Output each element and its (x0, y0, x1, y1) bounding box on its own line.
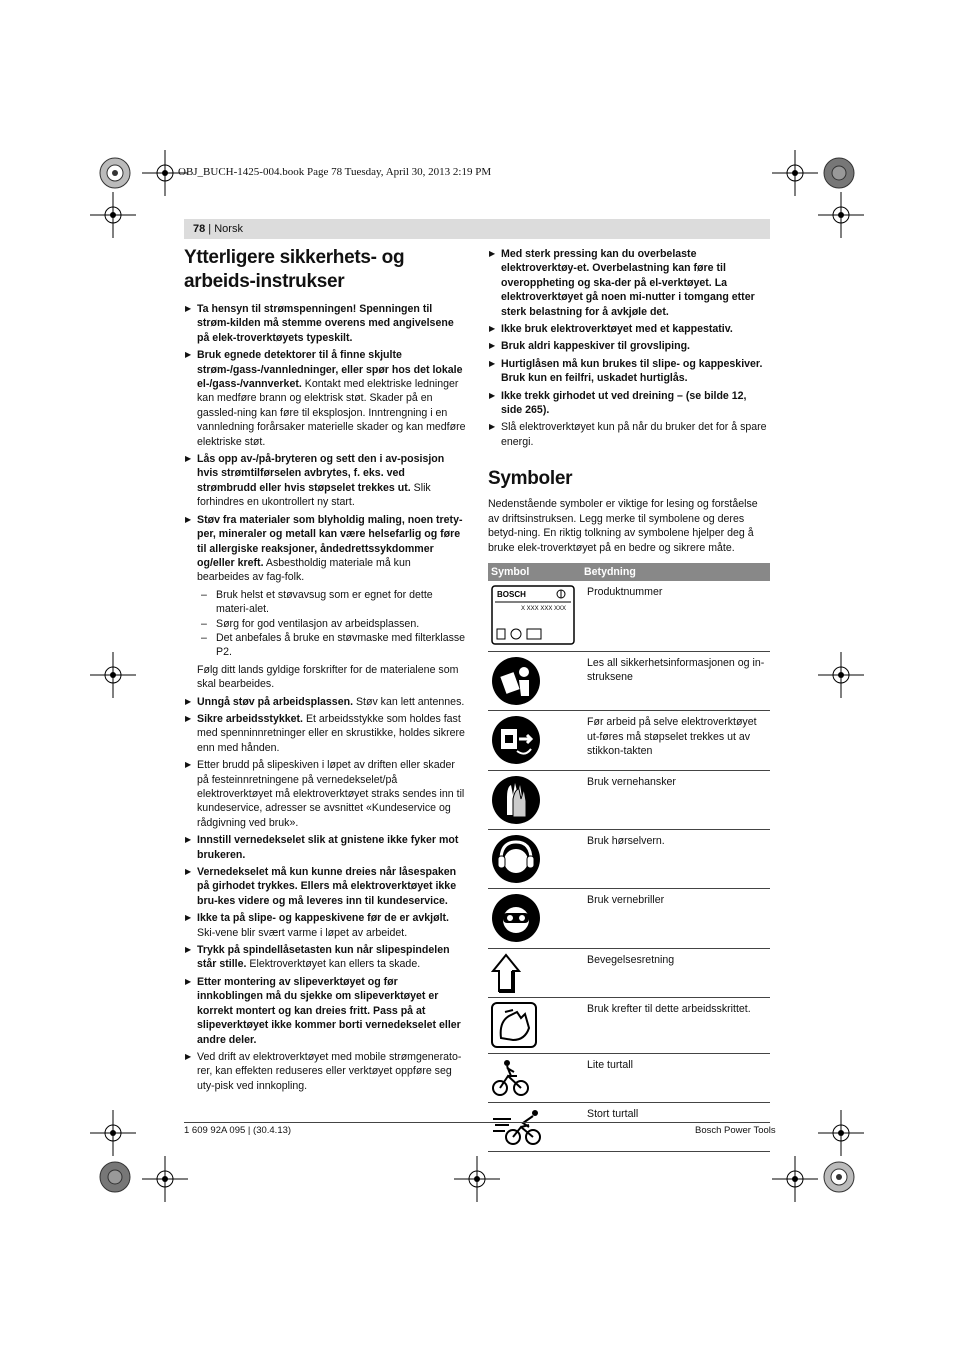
page-header: 78 | Norsk (193, 223, 243, 235)
bullet-item (488, 339, 770, 353)
registration-mark-icon (98, 156, 132, 190)
bullet-bold-text: Sikre arbeidsstykket. (197, 712, 303, 725)
nameplate-icon (491, 590, 575, 648)
bullet-bold-text: Med sterk pressing kan du overbelaste elektroverktøy-et. Overbelastning kan føre til overoppheting og ska-der på el-verktøyet. La elektroverktøyet gå noen mi-nutter i tomgang etter sterk belastning for å avkjøle det. (501, 248, 755, 318)
bullet-item (184, 348, 466, 449)
crosshair-icon (90, 1110, 136, 1156)
dash-item: – Bruk helst et støvavsug som er egnet for dette materi-alet. (184, 588, 466, 617)
table-row (488, 711, 770, 770)
symbols-intro: Nedenstående symboler er viktige for lesing og forståelse av driftsinstruksen. Legg merke til symbolene og deres betyd-ning. En riktig tolkning av symbolene hjelper deg å bruke elek-troverktøyet på en bedre og sikrere måte. (488, 498, 758, 554)
direction-arrow-icon (491, 984, 521, 996)
bullet-bold-text: Trykk på spindellåsetasten kun når slipespindelen står stille. (197, 944, 450, 971)
meaning-cell: Produktnummer (581, 581, 770, 651)
crosshair-icon (772, 150, 818, 196)
bullet-bold-text: Ikke bruk elektroverktøyet med et kappestativ. (501, 323, 733, 336)
bullet-text: Støv kan lett antennes. (353, 695, 465, 708)
bullet-item (184, 452, 466, 510)
bullet-text: Asbestholdig materiale må kun bearbeides av fag-folk. (197, 556, 411, 584)
read-manual-icon (491, 697, 541, 709)
bullet-bold-text: Unngå støv på arbeidsplassen. (197, 695, 354, 708)
symbol-cell (488, 998, 581, 1053)
right-column (488, 247, 770, 1152)
ear-protection-icon (491, 875, 541, 887)
footer-brand: Bosch Power Tools (695, 1125, 776, 1136)
bullet-item (488, 247, 770, 319)
table-row (488, 948, 770, 997)
force-icon (491, 1039, 537, 1051)
meaning-cell: Bevegelsesretning (581, 948, 770, 997)
table-header-meaning: Betydning (581, 563, 770, 581)
crosshair-icon (818, 652, 864, 698)
nameplate-number: X XXX XXX XXX (521, 606, 567, 613)
bullet-bold-text: Bruk aldri kappeskiver til grovsliping. (501, 340, 690, 353)
symbol-cell (488, 1053, 581, 1102)
table-row (488, 651, 770, 710)
meaning-cell: Les all sikkerhetsinformasjonen og in-struksene (581, 651, 770, 710)
bullet-item (184, 513, 466, 585)
bullet-bold-text: Etter montering av slipeverktøyet og før innkoblingen må du sjekke om slipeverktøyet er korrekt montert og kan dreies fritt. Pass på at slipeverktøyet ikke kommer borti vernedekselet eller andre deler. (197, 975, 461, 1046)
footer-doc-number: 1 609 92A 095 | (30.4.13) (184, 1125, 292, 1136)
low-speed-icon (491, 1089, 531, 1101)
bullet-item (488, 357, 770, 386)
meaning-cell: Før arbeid på selve elektroverktøyet ut-føres må støpselet trekkes ut av stikkon-takten (581, 711, 770, 770)
bullet-bold-text: Vernedekselet må kun kunne dreies når låsespaken på girhodet trykkes. Ellers må elektroverktøyet ikke bru-kes videre og må leveres inn til kundeservice. (197, 866, 457, 907)
bullet-text: Slå elektroverktøyet kun på når du bruker det for å spare energi. (501, 421, 767, 448)
crosshair-icon (818, 1110, 864, 1156)
symbol-cell (488, 651, 581, 710)
crosshair-icon (142, 1156, 188, 1202)
left-column (184, 246, 466, 1096)
bullet-text: Slik forhindres en ukontrollert ny start. (197, 481, 431, 509)
crosshair-icon (90, 652, 136, 698)
registration-mark-icon (822, 1160, 856, 1194)
bullet-item (488, 420, 770, 449)
bullet-item (184, 975, 466, 1047)
bullet-bold-text: Ikke trekk girhodet ut ved dreining – (se bilde 12, side 265). (501, 389, 747, 417)
bullet-item (184, 302, 466, 345)
follow-text: Følg ditt lands gyldige forskrifter for de materialene som skal bearbeides. (197, 663, 459, 691)
bullet-item (184, 758, 466, 830)
symbol-cell (488, 770, 581, 829)
bullet-item (184, 911, 466, 940)
table-row (488, 889, 770, 948)
crosshair-icon (818, 192, 864, 238)
bullet-text: Elektroverktøyet kan ellers ta skade. (246, 958, 421, 971)
meaning-cell: Bruk vernehansker (581, 770, 770, 829)
meaning-cell: Bruk krefter til dette arbeidsskrittet. (581, 998, 770, 1053)
symbol-cell (488, 889, 581, 948)
page-language: Norsk (214, 223, 243, 235)
bullet-item (184, 865, 466, 908)
bullet-item (184, 833, 466, 862)
section-heading: Ytterligere sikkerhets- og arbeids-instrukser (184, 247, 405, 292)
bullet-item (184, 1050, 466, 1093)
symbols-table (488, 563, 770, 1153)
meaning-cell: Stort turtall (581, 1103, 770, 1152)
bullet-text: Ski-vene blir svært varme i løpet av arbeidet. (197, 926, 408, 939)
meaning-cell: Bruk hørselvern. (581, 830, 770, 889)
bullet-text: Ved drift av elektroverktøyet med mobile strømgenerato-rer, kan effekten reduseres eller verktøyet oppføre seg uty-pisk ved innkopling. (197, 1050, 462, 1092)
bullet-text: Et arbeidsstykke som holdes fast med spenninnretninger eller en skrustikke, holdes sikrere enn med hånden. (197, 712, 465, 754)
table-row (488, 830, 770, 889)
bullet-text: Kontakt med elektriske ledninger kan medføre brann og elektrisk støt. Skader på en gassled-ning kan føre til eksplosjon. Inntrengning i en vannledning forårsaker materielle skader og kan medføre elektriske støt. (197, 378, 466, 448)
registration-mark-icon (822, 156, 856, 190)
bullet-text: Etter brudd på slipeskiven i løpet av driften eller skader på festeinnretningene på vernedekselet/på elektroverktøyet må elektroverktøyet straks sendes inn til kundeservice, adresser se avsnittet «Kundeservice og rådgivning ved bruk». (197, 759, 465, 829)
symbol-cell (488, 711, 581, 770)
bullet-item (184, 695, 466, 709)
bullet-bold-text: Lås opp av-/på-bryteren og sett den i av-posisjon hvis strømtilførselen avbrytes, f. eks. ved strømbrudd eller hvis støpselet trekkes ut. (197, 453, 445, 494)
meaning-cell: Bruk vernebriller (581, 889, 770, 948)
bullet-item (184, 943, 466, 972)
bullet-item (488, 389, 770, 418)
symbol-cell (488, 1103, 581, 1152)
crosshair-icon (90, 192, 136, 238)
crosshair-icon (454, 1156, 500, 1202)
bullet-bold-text: Bruk egnede detektorer til å finne skjulte strøm-/gass-/vannledninger, eller spør hos det lokale el-/gass-/vannverket. (197, 349, 463, 391)
symbol-cell (488, 948, 581, 997)
table-row (488, 581, 770, 651)
table-row (488, 770, 770, 829)
bullet-item (488, 322, 770, 336)
page-number: 78 (193, 223, 206, 235)
gloves-icon (491, 816, 541, 828)
symbol-cell (488, 830, 581, 889)
unplug-icon (491, 756, 541, 768)
crosshair-icon (772, 1156, 818, 1202)
nameplate-brand: BOSCH (497, 590, 526, 600)
dash-item: – Det anbefales å bruke en støvmaske med filterklasse P2. (184, 631, 466, 660)
dash-item: – Sørg for god ventilasjon av arbeidsplassen. (184, 617, 466, 631)
page-header-bar (184, 219, 770, 239)
footer-divider (184, 1122, 770, 1123)
symbol-cell (488, 581, 581, 651)
registration-mark-icon (98, 1160, 132, 1194)
high-speed-icon (491, 1138, 543, 1150)
bullet-bold-text: Støv fra materialer som blyholdig maling, noen trety-per, mineraler og metall kan være helsefarlig og føre til allergiske reaksjoner, åndedrettssykdommer og/eller kreft. (197, 513, 463, 569)
symbols-heading: Symboler (488, 468, 573, 490)
bullet-bold-text: Innstill vernedekselet slik at gnistene ikke fyker mot brukeren. (197, 834, 459, 861)
safety-goggles-icon (491, 934, 541, 946)
table-header-symbol: Symbol (488, 563, 581, 581)
bullet-bold-text: Hurtiglåsen må kun brukes til slipe- og kappeskiver. Bruk kun en feilfri, uskadet hurtiglås. (501, 357, 763, 385)
bullet-bold-text: Ta hensyn til strømspenningen! Spenningen til strøm-kilden må stemme overens med angivelsene på elek-troverktøyets typeskilt. (197, 303, 454, 344)
bullet-bold-text: Ikke ta på slipe- og kappeskivene før de er avkjølt. (197, 912, 449, 925)
print-header: OBJ_BUCH-1425-004.book Page 78 Tuesday, April 30, 2013 2:19 PM (178, 166, 492, 178)
meaning-cell: Lite turtall (581, 1053, 770, 1102)
table-row (488, 998, 770, 1053)
table-row (488, 1053, 770, 1102)
bullet-item (184, 712, 466, 755)
